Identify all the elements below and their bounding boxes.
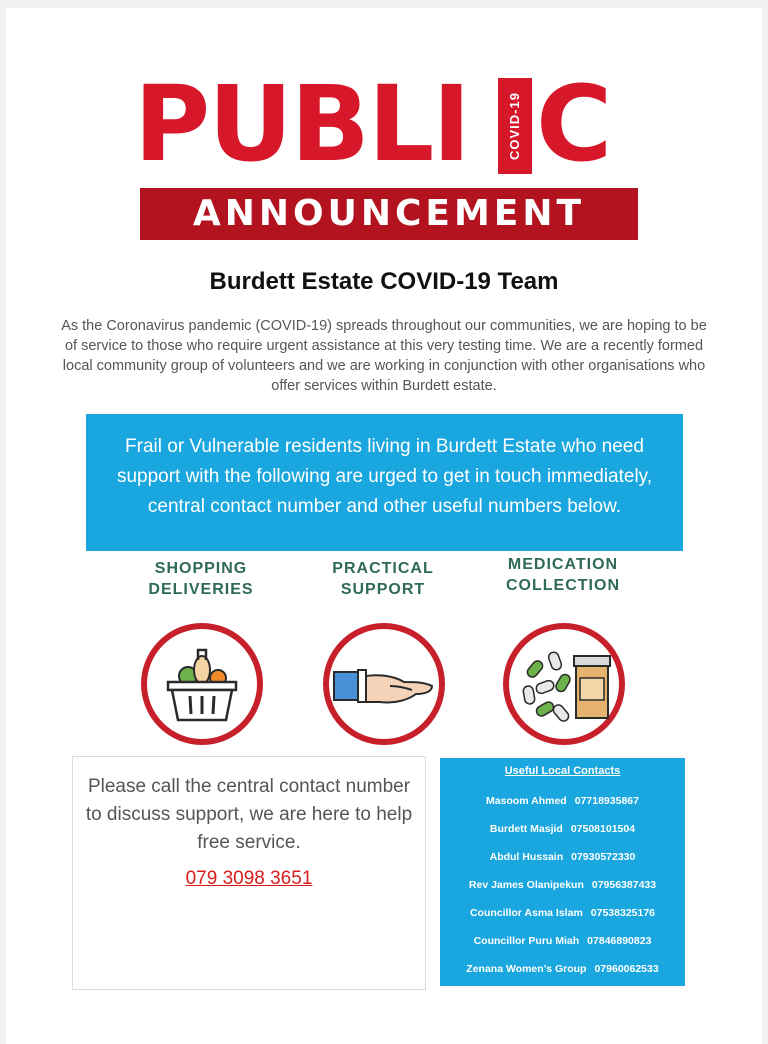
- shopping-basket-icon: [138, 620, 266, 748]
- central-contact-number[interactable]: 079 3098 3651: [185, 868, 313, 889]
- contact-name: Masoom Ahmed: [486, 795, 567, 807]
- contact-row: [440, 906, 685, 920]
- service-label-line2: DELIVERIES: [148, 581, 254, 598]
- call-instructions: Please call the central contact number to discuss support, we are here to help free service.: [85, 776, 413, 853]
- info-banner: [86, 414, 683, 551]
- contact-number[interactable]: 07508101504: [570, 823, 636, 835]
- service-label-line1: PRACTICAL: [332, 560, 434, 577]
- public-announcement-logo: [134, 63, 644, 242]
- contact-number[interactable]: 07718935867: [574, 795, 639, 807]
- service-label-line2: COLLECTION: [506, 577, 620, 594]
- service-label: [116, 558, 286, 600]
- contact-name: Rev James Olanipekun: [468, 879, 584, 891]
- contact-number[interactable]: 07960062533: [594, 963, 659, 975]
- service-label: [478, 554, 648, 596]
- service-label-line1: MEDICATION: [507, 556, 619, 573]
- contact-name: Zenana Women’s Group: [466, 963, 587, 975]
- service-label: [298, 558, 468, 600]
- logo-announcement-bar: [140, 188, 638, 240]
- contact-number[interactable]: 07846890823: [587, 935, 652, 947]
- banner-text: Frail or Vulnerable residents living in Burdett Estate who need support with the following are urged to get in touch immediately, central contact number and other useful numbers below.: [116, 436, 653, 517]
- contact-row: [440, 878, 685, 892]
- intro-paragraph: As the Coronavirus pandemic (COVID-19) spreads throughout our communities, we are hoping to be of service to those who require urgent assistance at this very testing time. We are a recently formed local community group of volunteers and we are working in conjunction with other organisations who offer services within Burdett estate.: [61, 318, 707, 394]
- logo-letter-c: C: [536, 63, 613, 185]
- helping-hand-icon: [320, 620, 448, 748]
- contact-name: Councillor Asma Islam: [469, 907, 583, 919]
- logo-covid-tag: [498, 78, 532, 174]
- page-title: Burdett Estate COVID-19 Team: [209, 268, 559, 295]
- contact-name: Abdul Hussain: [489, 851, 564, 863]
- flyer-page: [6, 8, 762, 1044]
- service-practical-support: [298, 558, 468, 758]
- logo-covid-text: COVID-19: [507, 92, 522, 160]
- service-shopping-deliveries: [116, 558, 286, 758]
- contact-row: [440, 794, 685, 808]
- contact-row: [440, 822, 685, 836]
- medication-pills-icon: [500, 620, 628, 748]
- service-label-line1: SHOPPING: [154, 560, 248, 577]
- call-info-box: [72, 756, 426, 990]
- contact-row: [440, 962, 685, 976]
- contact-number[interactable]: 07956387433: [591, 879, 657, 891]
- logo-announcement-text: ANNOUNCEMENT: [192, 193, 586, 234]
- contact-row: [440, 934, 685, 948]
- contact-name: Burdett Masjid: [489, 823, 563, 835]
- contact-number[interactable]: 07538325176: [590, 907, 656, 919]
- contact-row: [440, 850, 685, 864]
- contact-number[interactable]: 07930572330: [571, 851, 636, 863]
- contact-name: Councillor Puru Miah: [473, 935, 580, 947]
- service-medication-collection: [478, 558, 648, 758]
- useful-contacts-panel: [440, 758, 685, 986]
- contacts-title: Useful Local Contacts: [504, 765, 621, 777]
- logo-word-public: PUBLI: [134, 63, 469, 185]
- service-label-line2: SUPPORT: [340, 581, 426, 598]
